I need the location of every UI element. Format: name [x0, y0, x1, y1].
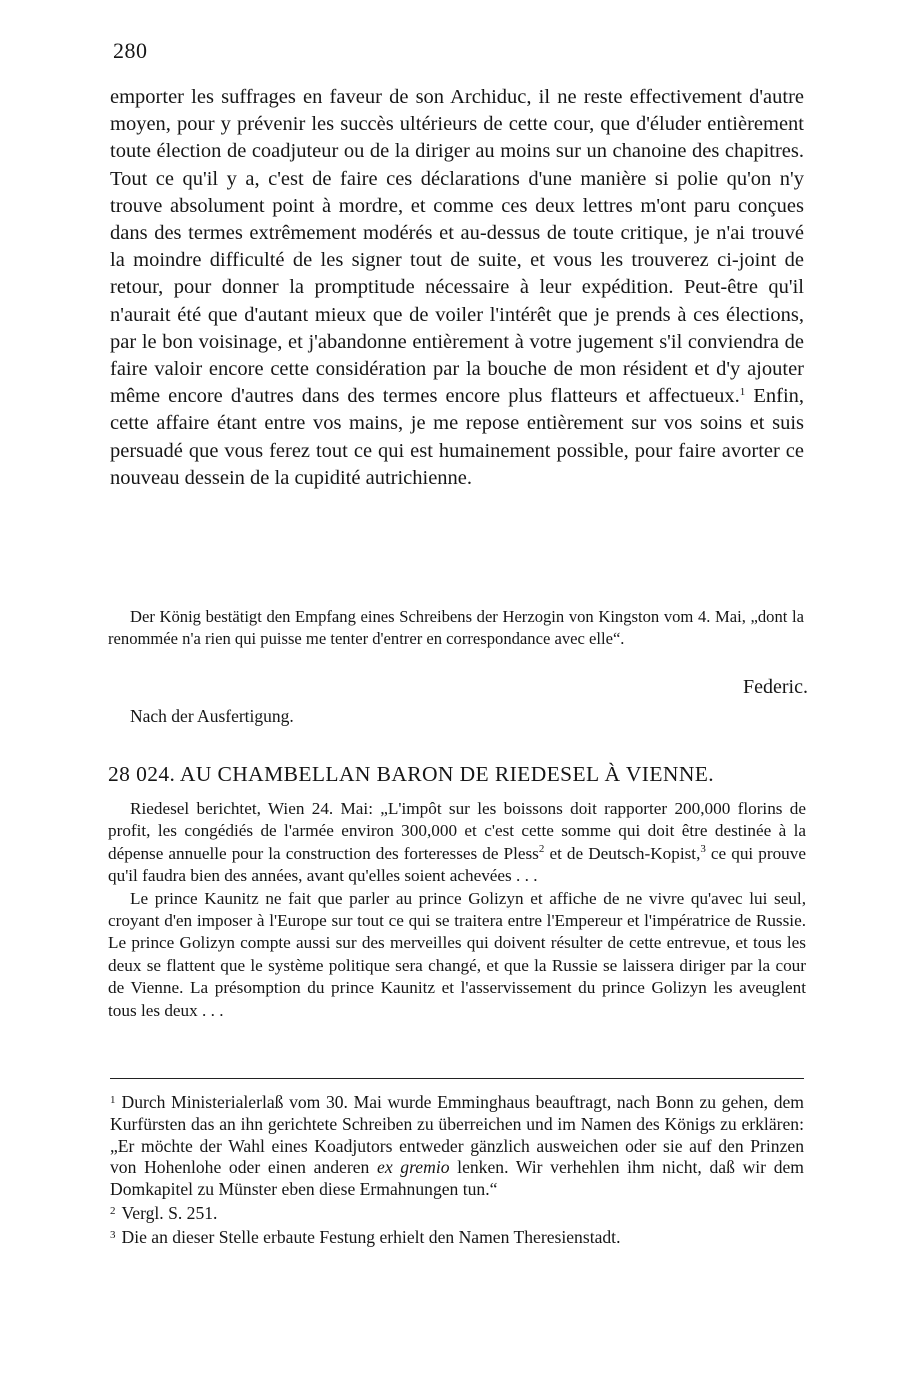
body-text-part-a: emporter les suffrages en faveur de son Archiduc, il ne reste effectivement d'autre moyen, pour y prévenir les succès ultérieurs de cette cour, que d'éluder entièrement toute élection de coadjuteur ou de la diriger au moins sur un chanoine des chapitres. Tout ce qu'il y a, c'est de faire ces déclarations d'une manière si polie qu'on n'y trouve absolument point à mordre, et comme ces deux lettres m'ont paru conçues dans des termes extrêmement modérés et au-dessus de toute critique, je n'ai trouvé la moindre difficulté de les signer tout de suite, et vous les trouverez ci-joint de retour, pour donner la promptitude nécessaire à leur expédition. Peut-être qu'il n'aurait été que d'autant mieux que de voiler l'intérêt que je prends à ces élections, par le bon voisinage, et j'abandonne entièrement à votre jugement s'il conviendra de faire valoir encore cette considération par la bouche de mon résident et d'y ajouter même encore d'autres dans des termes encore plus flatteurs et affectueux.	[110, 86, 804, 408]
footnote-ref-2: 2	[538, 842, 545, 855]
excerpt-paragraph-1	[108, 798, 806, 888]
excerpt-text-1c: ce qui prouve qu'il faudra bien des années, avant qu'elles soient achevées . . .	[108, 843, 806, 886]
summary-note: Der König bestätigt den Empfang eines Schreibens der Herzogin von Kingston vom 4. Mai, „dont la renommée n'a rien qui puisse me tenter d'entrer en correspondance avec elle“.	[108, 607, 804, 648]
footnotes	[110, 1090, 804, 1249]
footnote-ref-3: 3	[700, 842, 706, 855]
signature: Federic.	[743, 676, 808, 698]
page-number: 280	[113, 38, 148, 63]
report-excerpt	[108, 798, 806, 1022]
letter-body	[110, 84, 804, 492]
footnote-1	[110, 1090, 804, 1201]
footnote-mark: 3	[110, 1228, 116, 1241]
footnote-mark: 2	[110, 1204, 116, 1217]
excerpt-text-1b: et de Deutsch-Kopist,	[544, 843, 701, 863]
source-note: Nach der Ausfertigung.	[130, 706, 294, 726]
footnote-italic-text: ex gremio	[377, 1157, 450, 1178]
body-paragraph	[110, 84, 804, 492]
body-text-part-b: Enfin, cette affaire étant entre vos mains, je me repose entièrement sur vos soins et suis persuadé que vous ferez tout ce qui est humainement possible, pour faire avorter ce nouveau dessein de la cupidité autrichienne.	[110, 385, 805, 489]
letter-heading: 28 024. AU CHAMBELLAN BARON DE RIEDESEL À VIENNE.	[108, 762, 715, 786]
footnote-text: Durch Ministerialerlaß vom 30. Mai wurde Emminghaus beauftragt, nach Bonn zu gehen, dem Kurfürsten das an ihn gerichtete Schreiben zu überreichen und im Namen des Königs zu erklären: „Er möchte der Wahl eines Koadjutors entweder gänzlich ausweichen oder sie auf den Prinzen von Hohenlohe oder einen anderen	[110, 1092, 804, 1178]
footnote-divider	[110, 1078, 804, 1079]
footnote-mark: 1	[110, 1094, 116, 1106]
footnote-3	[110, 1225, 804, 1249]
footnote-text: lenken. Wir verhehlen ihm nicht, daß wir dem Domkapitel zu Münster eben diese Ermahnungen tun.“	[110, 1157, 804, 1200]
excerpt-text-1a: Riedesel berichtet, Wien 24. Mai: „L'impôt sur les boissons doit rapporter 200,000 florins de profit, les congédiés de l'armée environ 300,000 et c'est cette somme qui doit être destinée à la dépense annuelle pour la construction des forteresses de Pless	[108, 799, 806, 863]
excerpt-paragraph-2: Le prince Kaunitz ne fait que parler au prince Golizyn et affiche de ne vivre qu'avec lui seul, croyant d'en imposer à l'Europe sur tout ce qui se traitera entre l'Empereur et l'impératrice de Russie. Le prince Golizyn compte aussi sur des merveilles qui doivent résulter de cette entrevue, et tous les deux se flattent que le système politique sera changé, et que la Russie se laissera diriger par la cour de Vienne. La présomption du prince Kaunitz et l'asservissement du prince Golizyn les aveuglent tous les deux . . .	[108, 888, 806, 1020]
footnote-text: Vergl. S. 251.	[121, 1202, 218, 1223]
footnote-text: Die an dieser Stelle erbaute Festung erhielt den Namen Theresienstadt.	[121, 1226, 621, 1247]
footnote-ref-1: 1	[739, 386, 746, 399]
footnote-2	[110, 1201, 804, 1225]
summary-note-block	[108, 606, 804, 649]
